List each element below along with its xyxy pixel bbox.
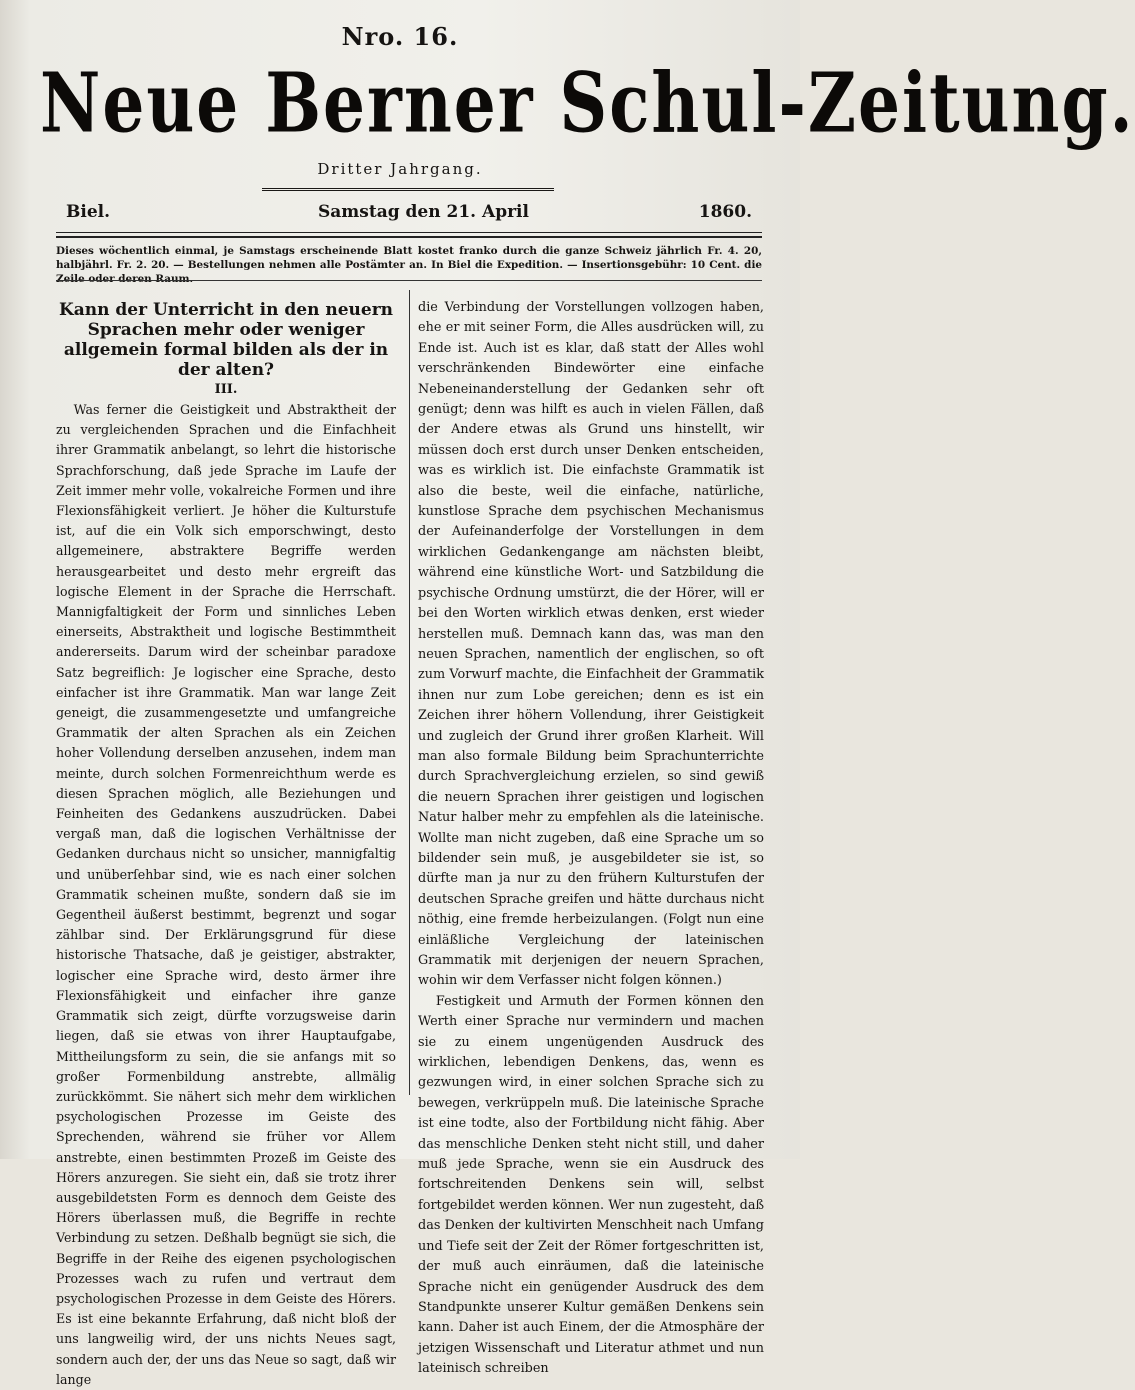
article-paragraph-right-2: Festigkeit und Armuth der Formen können den Werth einer Sprache nur vermindern und machen sie zu einem ungenügenden Ausdruck des wirklichen, lebendigen Denkens, das, wenn es gezwungen wird, in einer solchen Sprache sich zu bewegen, verkrüppeln muß. Die lateinische Sprache ist eine todte, also der Fortbildung nicht fähig. Aber das menschliche Denken steht nicht still, und daher muß jede Sprache, wenn sie ein Ausdruck des fortschreitenden Denkens sein will, selbst fortgebildet werden können. Wer nun zugesteht, daß das Denken der kultivirten Menschheit nach Umfang und Tiefe seit der Zeit der Römer fortgeschritten ist, der muß auch einräumen, daß die lateinische Sprache nicht ein genügender Ausdruck des dem Standpunkte unserer Kultur gemäßen Denkens sein kann. Daher ist auch Einem, der die Atmosphäre der jetzigen Wissenschaft und Literatur athmet und nun lateinisch schreiben [418, 993, 764, 1377]
article-column-right [418, 298, 764, 1380]
volume-subtitle: Dritter Jahrgang. [317, 160, 483, 178]
dateline-rule-thick [56, 236, 762, 238]
dateline-place: Biel. [66, 202, 111, 222]
masthead-divider [262, 188, 554, 191]
subscription-notice: Dieses wöchentlich einmal, je Samstags erscheinende Blatt kostet franko durch die ganze Schweiz jährlich Fr. 4. 20, halbjährl. Fr. 2. 20. — Bestellungen nehmen alle Postämter an. In Biel die Expedition. — Insertionsgebühr: 10 Cent. die Zeile oder deren Raum. [56, 245, 762, 285]
article-headline: Kann der Unterricht in den neuern Sprachen mehr oder weniger allgemein formal bilden als der in der alten? [58, 300, 394, 380]
dateline [66, 202, 752, 226]
issue-number: Nro. 16. [341, 22, 459, 51]
article-column-left [56, 300, 396, 1390]
article-section-number: III. [214, 382, 238, 397]
article-paragraph-right-1: die Verbindung der Vorstellungen vollzogen haben, ehe er mit seiner Form, die Alles ausdrücken will, zu Ende ist. Auch ist es klar, daß statt der Alles wohl verschränkenden Bindewörter eine einfache Nebeneinanderstellung der Gedanken sehr oft genügt; denn was hilft es auch in vielen Fällen, daß der Andere etwas als Grund uns hinstellt, wir müssen doch erst durch unser Denken entscheiden, was es wirklich ist. Die einfachste Grammatik ist also die beste, weil die einfache, natürliche, kunstlose Sprache dem psychischen Mechanismus der Aufeinanderfolge der Vorstellungen in dem wirklichen Gedankengange am nächsten bleibt, während eine künstliche Wort- und Satzbildung die psychische Ordnung umstürzt, die der Hörer, will er bei den Worten wirklich etwas denken, erst wieder herstellen muß. Demnach kann das, was man den neuen Sprachen, namentlich der englischen, so oft zum Vorwurf machte, die Einfachheit der Grammatik ihnen nur zum Lobe gereichen; denn es ist ein Zeichen ihrer höhern Vollendung, ihrer Geistigkeit und zugleich der Grund ihrer großen Klarheit. Will man also formale Bildung beim Sprachunterrichte durch Sprachvergleichung erzielen, so sind gewiß die neuern Sprachen ihrer geistigen und logischen Natur halber mehr zu empfehlen als die lateinische. Wollte man nicht zugeben, daß eine Sprache um so bildender sein muß, je ausgebildeter sie ist, so dürfte man ja nur zu den frühern Kulturstufen der deutschen Sprache greifen und hätte durchaus nicht nöthig, eine fremde herbeizulangen. (Folgt nun eine einläßliche Vergleichung der lateinischen Grammatik mit derjenigen der neuern Sprachen, wohin wir dem Verfasser nicht folgen können.) [418, 300, 764, 989]
article-paragraph-left: Was ferner die Geistigkeit und Abstraktheit der zu vergleichenden Sprachen und die Einfachheit ihrer Grammatik anbelangt, so lehrt die historische Sprachforschung, daß jede Sprache im Laufe der Zeit immer mehr volle, vokalreiche Formen und ihre Flexionsfähigkeit verliert. Je höher die Kulturstufe ist, auf die ein Volk sich emporschwingt, desto allgemeinere, abstraktere Begriffe werden herausgearbeitet und desto mehr ergreift das logische Element in der Sprache die Herrschaft. Mannigfaltigkeit der Form und sinnliches Leben einerseits, Abstraktheit und logische Bestimmtheit andererseits. Darum wird der scheinbar paradoxe Satz begreiflich: Je logischer eine Sprache, desto einfacher ist ihre Grammatik. Man war lange Zeit geneigt, die zusammengesetzte und umfangreiche Grammatik der alten Sprachen als ein Zeichen hoher Vollendung derselben anzusehen, indem man meinte, durch solchen Formenreichthum werde es diesen Sprachen möglich, alle Beziehungen und Feinheiten des Gedankens auszudrücken. Dabei vergaß man, daß die logischen Verhältnisse der Gedanken durchaus nicht so unsicher, mannigfaltig und unüberſehbar sind, wie es nach einer solchen Grammatik scheinen mußte, sondern daß sie im Gegentheil äußerst bestimmt, begrenzt und sogar zählbar sind. Der Erklärungsgrund für diese historische Thatsache, daß je geistiger, abstrakter, logischer eine Sprache wird, desto ärmer ihre Flexionsfähigkeit und einfacher ihre ganze Grammatik sich zeigt, dürfte vorzugsweise darin liegen, daß sie etwas von ihrer Hauptaufgabe, Mittheilungsform zu sein, die sie anfangs mit so großer Formenbildung anstrebte, allmälig zurückkömmt. Sie nähert sich mehr dem wirklichen psychologischen Prozesse im Geiste des Sprechenden, während sie früher vor Allem anstrebte, einen bestimmten Prozeß im Geiste des Hörers anzuregen. Sie sieht ein, daß sie trotz ihrer ausgebildetsten Form es dennoch dem Geiste des Hörers überlassen muß, die Begriffe in rechte Verbindung zu setzen. Deßhalb begnügt sie sich, die Begriffe in der Reihe des eigenen psychologischen Prozesses wach zu rufen und vertraut dem psychologischen Prozesse in dem Geiste des Hörers. Es ist eine bekannte Erfahrung, daß nicht bloß der uns langweilig wird, der uns nichts Neues sagt, sondern auch der, der uns das Neue so sagt, daß wir lange [56, 402, 396, 1387]
column-divider [409, 290, 410, 1095]
notice-rule [56, 280, 762, 281]
dateline-rule-thin [56, 232, 762, 233]
masthead-title: Neue Berner Schul-Zeitung. [40, 54, 1135, 152]
dateline-year: 1860. [698, 202, 752, 222]
dateline-date: Samstag den 21. April [318, 202, 529, 222]
